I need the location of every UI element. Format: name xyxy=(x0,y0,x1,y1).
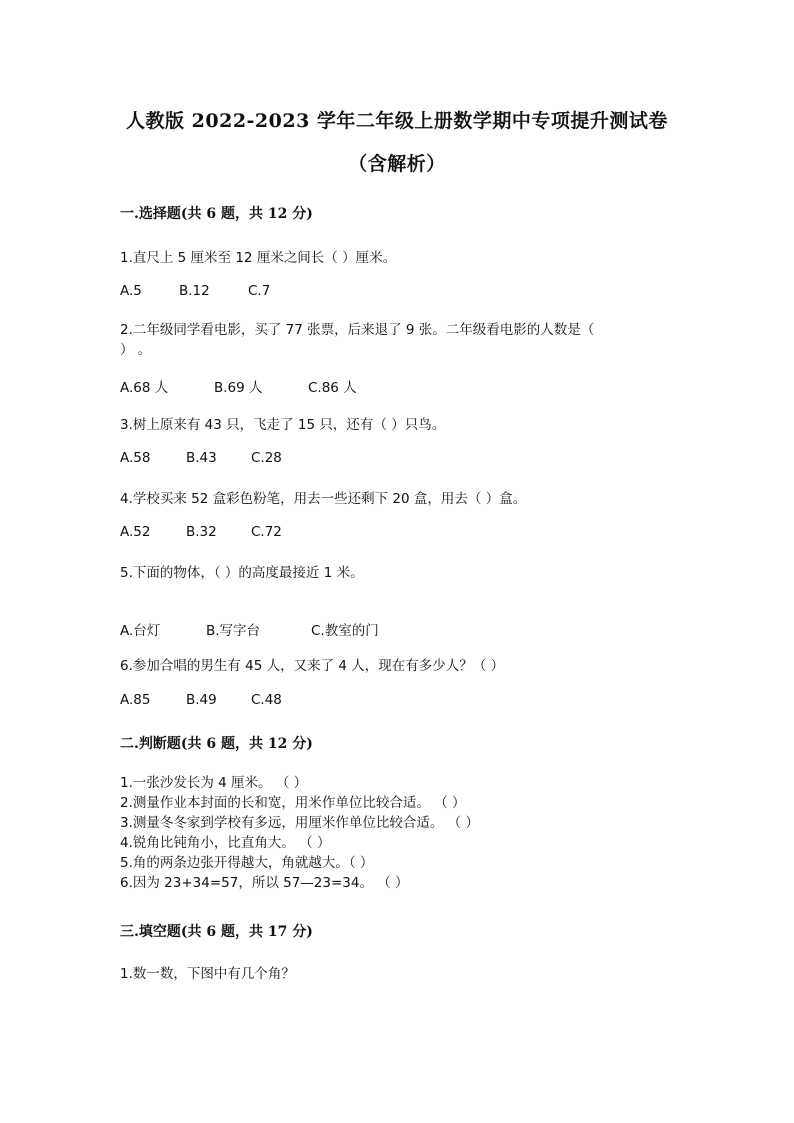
question-text: 3.树上原来有 43 只，飞走了 15 只，还有（ ）只鸟。 xyxy=(120,417,446,433)
list-item: 4.锐角比钝角小，比直角大。 （ ） xyxy=(120,835,331,851)
section-heading-judgement: 二.判断题(共 6 题，共 12 分) xyxy=(120,736,313,752)
option-c: C.72 xyxy=(251,524,282,540)
section-heading-fill-in: 三.填空题(共 6 题，共 17 分) xyxy=(120,924,313,940)
option-b: B.69 人 xyxy=(214,380,263,396)
option-c: C.28 xyxy=(251,450,282,466)
list-item: 3.测量冬冬家到学校有多远，用厘米作单位比较合适。 （ ） xyxy=(120,815,479,831)
page-title: 人教版 2022-2023 学年二年级上册数学期中专项提升测试卷 xyxy=(126,110,668,132)
option-b: B.12 xyxy=(179,283,210,299)
question-text-continued: ） 。 xyxy=(120,342,152,358)
option-b: B.43 xyxy=(186,450,217,466)
list-item: 2.测量作业本封面的长和宽，用米作单位比较合适。 （ ） xyxy=(120,795,466,811)
question-text: 2.二年级同学看电影，买了 77 张票，后来退了 9 张。二年级看电影的人数是（ xyxy=(120,322,595,338)
option-a: A.85 xyxy=(120,692,151,708)
option-a: A.68 人 xyxy=(120,380,169,396)
option-a: A.58 xyxy=(120,450,151,466)
question-text: 5.下面的物体，（ ）的高度最接近 1 米。 xyxy=(120,565,364,581)
section-heading-choice: 一.选择题(共 6 题，共 12 分) xyxy=(120,206,313,222)
question-text: 1.直尺上 5 厘米至 12 厘米之间长（ ）厘米。 xyxy=(120,250,397,266)
judgement-list xyxy=(120,773,479,893)
question-text: 6.参加合唱的男生有 45 人，又来了 4 人，现在有多少人？（ ） xyxy=(120,658,505,674)
question-text: 4.学校买来 52 盒彩色粉笔，用去一些还剩下 20 盒，用去（ ）盒。 xyxy=(120,491,527,507)
option-c: C.7 xyxy=(248,283,271,299)
question-text: 1.数一数，下图中有几个角？ xyxy=(120,966,295,982)
list-item: 6.因为 23+34=57，所以 57—23=34。 （ ） xyxy=(120,875,409,891)
option-a: A.52 xyxy=(120,524,151,540)
page-subtitle: （含解析） xyxy=(348,153,446,175)
option-c: C.86 人 xyxy=(308,380,357,396)
option-a: A.5 xyxy=(120,283,142,299)
list-item: 1.一张沙发长为 4 厘米。 （ ） xyxy=(120,775,308,791)
option-a: A.台灯 xyxy=(120,623,161,639)
option-b: B.32 xyxy=(186,524,217,540)
option-b: B.49 xyxy=(186,692,217,708)
option-b: B.写字台 xyxy=(206,623,261,639)
option-c: C.教室的门 xyxy=(311,623,379,639)
option-c: C.48 xyxy=(251,692,282,708)
list-item: 5.角的两条边张开得越大，角就越大。（ ） xyxy=(120,855,374,871)
